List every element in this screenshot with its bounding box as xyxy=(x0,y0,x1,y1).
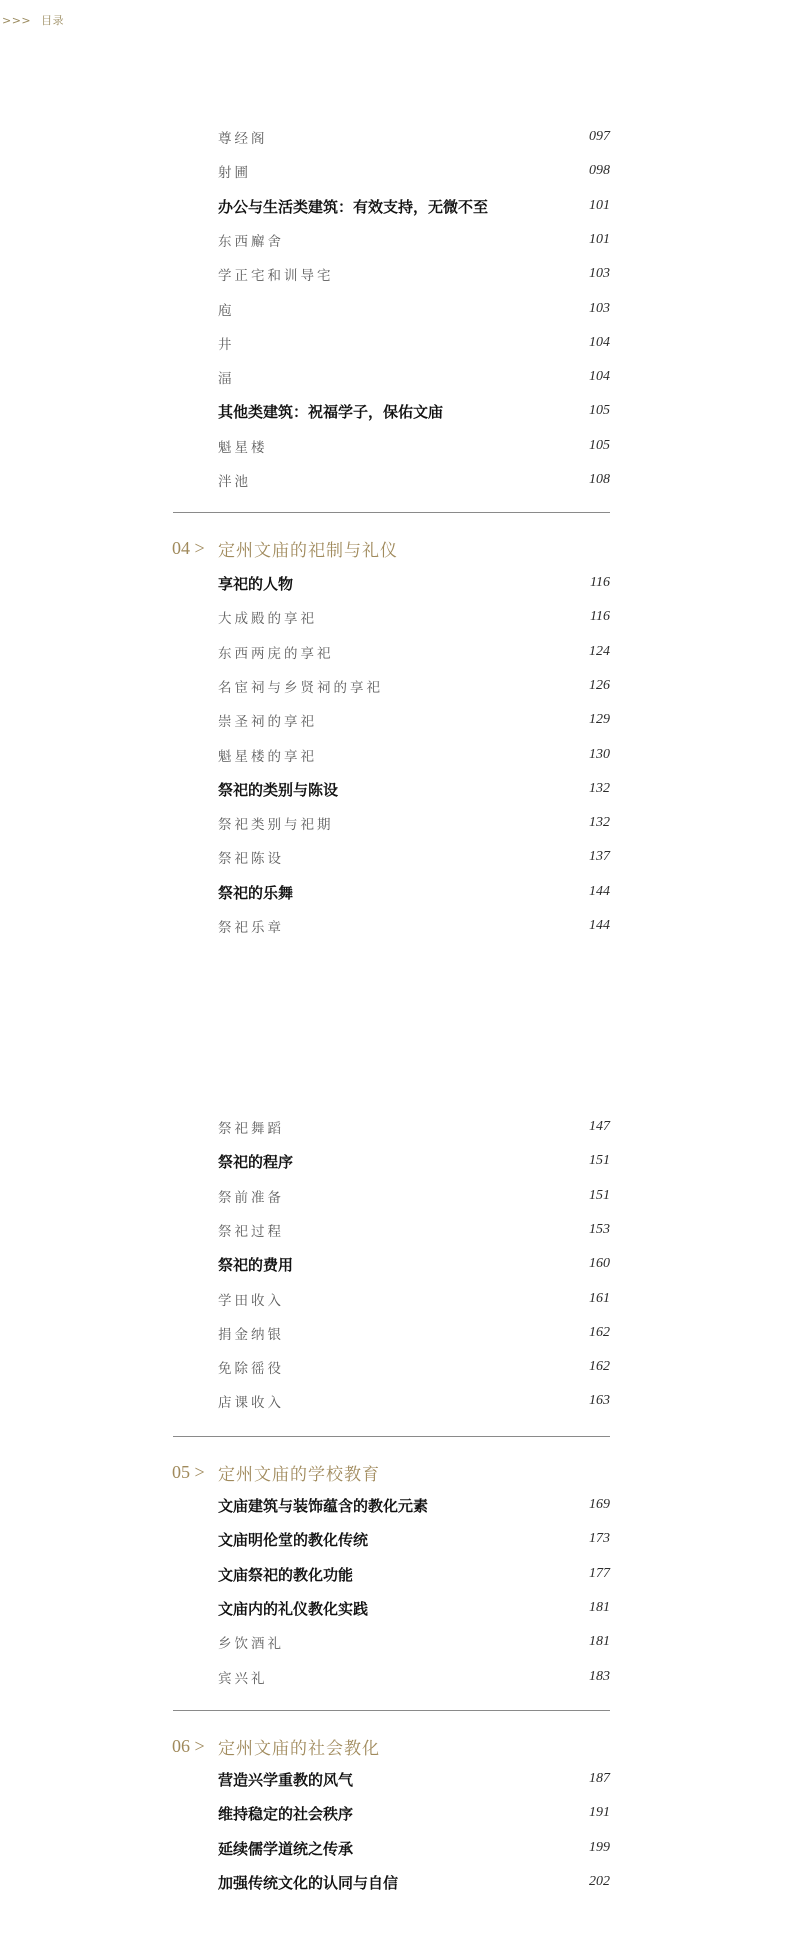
toc-entry-title: 东西廨舍 xyxy=(218,234,284,250)
toc-page-number: 137 xyxy=(589,849,610,864)
toc-entry[interactable] xyxy=(218,778,610,800)
toc-entry-title: 加强传统文化的认同与自信 xyxy=(218,1873,399,1892)
toc-entry[interactable] xyxy=(218,812,610,834)
toc-page-number: 183 xyxy=(589,1669,610,1684)
toc-page-number: 202 xyxy=(589,1874,610,1889)
toc-page-number: 144 xyxy=(589,918,610,933)
toc-page-number: 169 xyxy=(589,1497,610,1512)
toc-entry-title: 学田收入 xyxy=(218,1293,284,1309)
toc-entry[interactable] xyxy=(218,1597,610,1619)
toc-entry[interactable] xyxy=(218,126,610,148)
toc-entry[interactable] xyxy=(218,469,610,491)
toc-entry[interactable] xyxy=(218,846,610,868)
toc-page-number: 161 xyxy=(589,1291,610,1306)
toc-page-number: 101 xyxy=(589,232,610,247)
toc-entry-title: 其他类建筑：祝福学子，保佑文庙 xyxy=(218,402,444,421)
toc-entry-title: 延续儒学道统之传承 xyxy=(218,1839,354,1858)
toc-entry[interactable] xyxy=(218,1390,610,1412)
toc-page-number: 105 xyxy=(589,403,610,418)
chapter-title: 定州文庙的学校教育 xyxy=(218,1464,380,1485)
toc-entry-title: 祭祀的乐舞 xyxy=(218,883,294,902)
toc-entry[interactable] xyxy=(218,1666,610,1688)
toc-entry[interactable] xyxy=(218,1837,610,1859)
toc-entry[interactable] xyxy=(218,1288,610,1310)
toc-entry-title: 魁星楼 xyxy=(218,440,268,456)
toc-entry-title: 井 xyxy=(218,337,235,353)
toc-entry-title: 名宦祠与乡贤祠的享祀 xyxy=(218,680,383,696)
toc-entry[interactable] xyxy=(218,1322,610,1344)
toc-page-number: 103 xyxy=(589,266,610,281)
chapter-heading-06[interactable] xyxy=(172,1734,380,1758)
toc-entry-title: 崇圣祠的享祀 xyxy=(218,714,317,730)
toc-entry[interactable] xyxy=(218,332,610,354)
chapter-title: 定州文庙的社会教化 xyxy=(218,1738,380,1759)
toc-entry[interactable] xyxy=(218,915,610,937)
toc-entry-title: 学正宅和训导宅 xyxy=(218,268,334,284)
toc-entry[interactable] xyxy=(218,709,610,731)
toc-entry[interactable] xyxy=(218,1528,610,1550)
toc-entry[interactable] xyxy=(218,1768,610,1790)
section-divider xyxy=(173,1436,610,1437)
toc-page-number: 187 xyxy=(589,1771,610,1786)
toc-entry-title: 祭祀陈设 xyxy=(218,851,284,867)
toc-page-number: 162 xyxy=(589,1359,610,1374)
toc-entry-title: 祭前准备 xyxy=(218,1190,284,1206)
toc-entry-title: 营造兴学重教的风气 xyxy=(218,1770,354,1789)
toc-entry[interactable] xyxy=(218,1185,610,1207)
toc-entry[interactable] xyxy=(218,160,610,182)
toc-page-number: 151 xyxy=(589,1188,610,1203)
toc-page-number: 181 xyxy=(589,1634,610,1649)
toc-entry[interactable] xyxy=(218,1150,610,1172)
toc-page-number: 108 xyxy=(589,472,610,487)
toc-page-number: 151 xyxy=(589,1153,610,1168)
toc-page-number: 147 xyxy=(589,1119,610,1134)
toc-entry[interactable] xyxy=(218,1871,610,1893)
toc-entry-title: 店课收入 xyxy=(218,1395,284,1411)
breadcrumb-arrows: >>> xyxy=(2,14,32,27)
toc-entry-title: 宾兴礼 xyxy=(218,1671,268,1687)
toc-page-number: 132 xyxy=(589,781,610,796)
toc-entry-title: 射圃 xyxy=(218,165,251,181)
chapter-heading-05[interactable] xyxy=(172,1460,380,1484)
toc-page-number: 173 xyxy=(589,1531,610,1546)
toc-page-number: 199 xyxy=(589,1840,610,1855)
section-divider xyxy=(173,1710,610,1711)
chapter-title: 定州文庙的祀制与礼仪 xyxy=(218,540,398,561)
toc-entry[interactable] xyxy=(218,229,610,251)
toc-page-number: 116 xyxy=(590,575,610,590)
toc-entry-title: 祭祀类别与祀期 xyxy=(218,817,334,833)
toc-entry[interactable] xyxy=(218,1253,610,1275)
toc-entry[interactable] xyxy=(218,435,610,457)
toc-page-number: 144 xyxy=(589,884,610,899)
toc-entry-title: 捐金纳银 xyxy=(218,1327,284,1343)
toc-entry-title: 文庙祭祀的教化功能 xyxy=(218,1565,354,1584)
chapter-number: 05 > xyxy=(172,1461,205,1482)
toc-entry[interactable] xyxy=(218,1219,610,1241)
toc-entry[interactable] xyxy=(218,1356,610,1378)
toc-entry-title: 维持稳定的社会秩序 xyxy=(218,1804,354,1823)
toc-page-number: 160 xyxy=(589,1256,610,1271)
toc-entry-title: 湢 xyxy=(218,371,235,387)
section-divider xyxy=(173,512,610,513)
toc-entry-title: 乡饮酒礼 xyxy=(218,1636,284,1652)
toc-page-number: 191 xyxy=(589,1805,610,1820)
toc-entry-title: 办公与生活类建筑：有效支持，无微不至 xyxy=(218,197,489,216)
toc-entry-title: 祭祀的程序 xyxy=(218,1152,294,1171)
toc-page-number: 104 xyxy=(589,369,610,384)
toc-entry-title: 文庙明伦堂的教化传统 xyxy=(218,1530,369,1549)
toc-page-number: 105 xyxy=(589,438,610,453)
toc-page-number: 132 xyxy=(589,815,610,830)
toc-page-number: 153 xyxy=(589,1222,610,1237)
toc-entry[interactable] xyxy=(218,1631,610,1653)
toc-page-number: 163 xyxy=(589,1393,610,1408)
toc-page-number: 129 xyxy=(589,712,610,727)
toc-entry-title: 文庙建筑与装饰蕴含的教化元素 xyxy=(218,1496,429,1515)
toc-page-number: 097 xyxy=(589,129,610,144)
toc-entry[interactable] xyxy=(218,744,610,766)
toc-entry-title: 庖 xyxy=(218,303,235,319)
toc-entry-title: 免除徭役 xyxy=(218,1361,284,1377)
toc-entry-title: 享祀的人物 xyxy=(218,574,294,593)
toc-page-number: 104 xyxy=(589,335,610,350)
toc-entry-title: 大成殿的享祀 xyxy=(218,611,317,627)
toc-entry[interactable] xyxy=(218,195,610,217)
toc-page-number: 162 xyxy=(589,1325,610,1340)
toc-entry-title: 尊经阁 xyxy=(218,131,268,147)
toc-entry[interactable] xyxy=(218,298,610,320)
toc-page-number: 126 xyxy=(589,678,610,693)
toc-page-number: 103 xyxy=(589,301,610,316)
chapter-heading-04[interactable] xyxy=(172,536,398,560)
toc-entry[interactable] xyxy=(218,881,610,903)
toc-entry[interactable] xyxy=(218,400,610,422)
breadcrumb xyxy=(2,12,64,28)
toc-page-number: 101 xyxy=(589,198,610,213)
toc-entry[interactable] xyxy=(218,1563,610,1585)
toc-entry[interactable] xyxy=(218,641,610,663)
toc-entry[interactable] xyxy=(218,1802,610,1824)
chapter-number: 04 > xyxy=(172,537,205,558)
toc-page-number: 177 xyxy=(589,1566,610,1581)
toc-entry[interactable] xyxy=(218,606,610,628)
toc-entry-title: 祭祀过程 xyxy=(218,1224,284,1240)
chapter-number: 06 > xyxy=(172,1735,205,1756)
toc-entry-title: 祭祀的类别与陈设 xyxy=(218,780,339,799)
toc-entry[interactable] xyxy=(218,1116,610,1138)
toc-entry-title: 祭祀乐章 xyxy=(218,920,284,936)
toc-entry-title: 祭祀舞蹈 xyxy=(218,1121,284,1137)
breadcrumb-label[interactable]: 目录 xyxy=(41,14,65,27)
toc-entry-title: 魁星楼的享祀 xyxy=(218,749,317,765)
toc-entry[interactable] xyxy=(218,1494,610,1516)
toc-page-number: 098 xyxy=(589,163,610,178)
toc-entry-title: 东西两庑的享祀 xyxy=(218,646,334,662)
toc-entry[interactable] xyxy=(218,366,610,388)
toc-entry-title: 文庙内的礼仪教化实践 xyxy=(218,1599,369,1618)
toc-page-number: 130 xyxy=(589,747,610,762)
toc-page-number: 116 xyxy=(590,609,610,624)
toc-entry[interactable] xyxy=(218,263,610,285)
toc-page-number: 124 xyxy=(589,644,610,659)
toc-entry[interactable] xyxy=(218,675,610,697)
toc-entry[interactable] xyxy=(218,572,610,594)
toc-page-number: 181 xyxy=(589,1600,610,1615)
toc-entry-title: 祭祀的费用 xyxy=(218,1255,294,1274)
toc-entry-title: 泮池 xyxy=(218,474,251,490)
